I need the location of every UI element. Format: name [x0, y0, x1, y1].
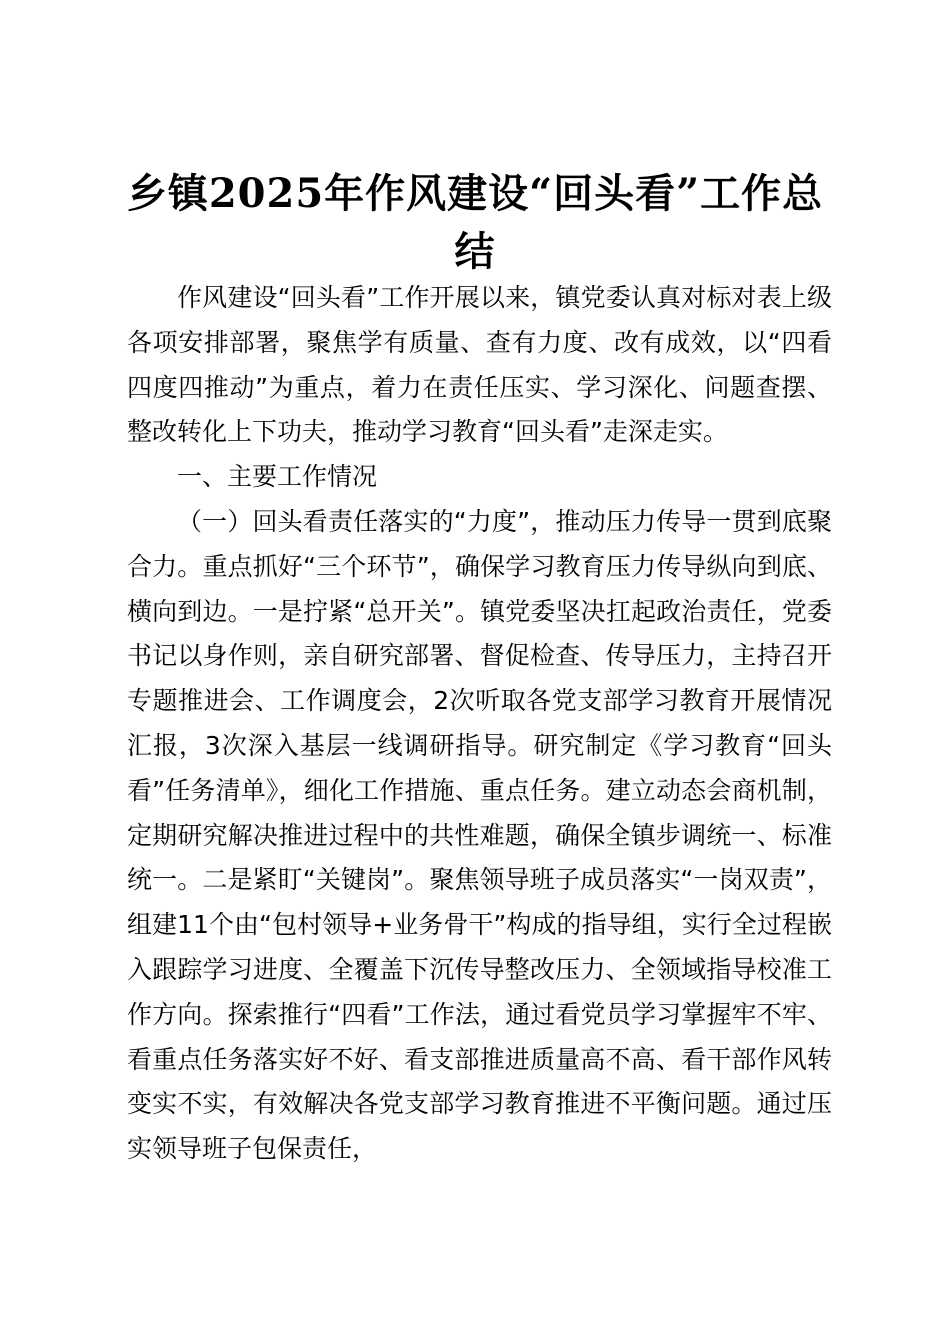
body-paragraph: （一）回头看责任落实的“力度”，推动压力传导一贯到底聚合力。重点抓好“三个环节”，确保学习教育压力传导纵向到底、横向到边。一是拧紧“总开关”。镇党委坚决扛起政治责任，党委书记以身作则，亲自研究部署、督促检查、传导压力，主持召开专题推进会、工作调度会，2次听取各党支部学习教育开展情况汇报，3次深入基层一线调研指导。研究制定《学习教育“回头看”任务清单》，细化工作措施、重点任务。建立动态会商机制，定期研究解决推进过程中的共性难题，确保全镇步调统一、标准统一。二是紧盯“关键岗”。聚焦领导班子成员落实“一岗双责”，组建11个由“包村领导+业务骨干”构成的指导组，实行全过程嵌入跟踪学习进度、全覆盖下沉传导整改压力、全领域指导校准工作方向。探索推行“四看”工作法，通过看党员学习掌握牢不牢、看重点任务落实好不好、看支部推进质量高不高、看干部作风转变实不实，有效解决各党支部学习教育推进不平衡问题。通过压实领导班子包保责任， [127, 506, 832, 1164]
document-body [127, 276, 832, 1172]
intro-paragraph: 作风建设“回头看”工作开展以来，镇党委认真对标对表上级各项安排部署，聚焦学有质量、查有力度、改有成效，以“四看四度四推动”为重点，着力在责任压实、学习深化、问题查摆、整改转化上下功夫，推动学习教育“回头看”走深走实。 [127, 283, 832, 447]
section-heading: 一、主要工作情况 [177, 462, 378, 492]
document-title: 乡镇2025年作风建设“回头看”工作总结 [126, 170, 824, 275]
